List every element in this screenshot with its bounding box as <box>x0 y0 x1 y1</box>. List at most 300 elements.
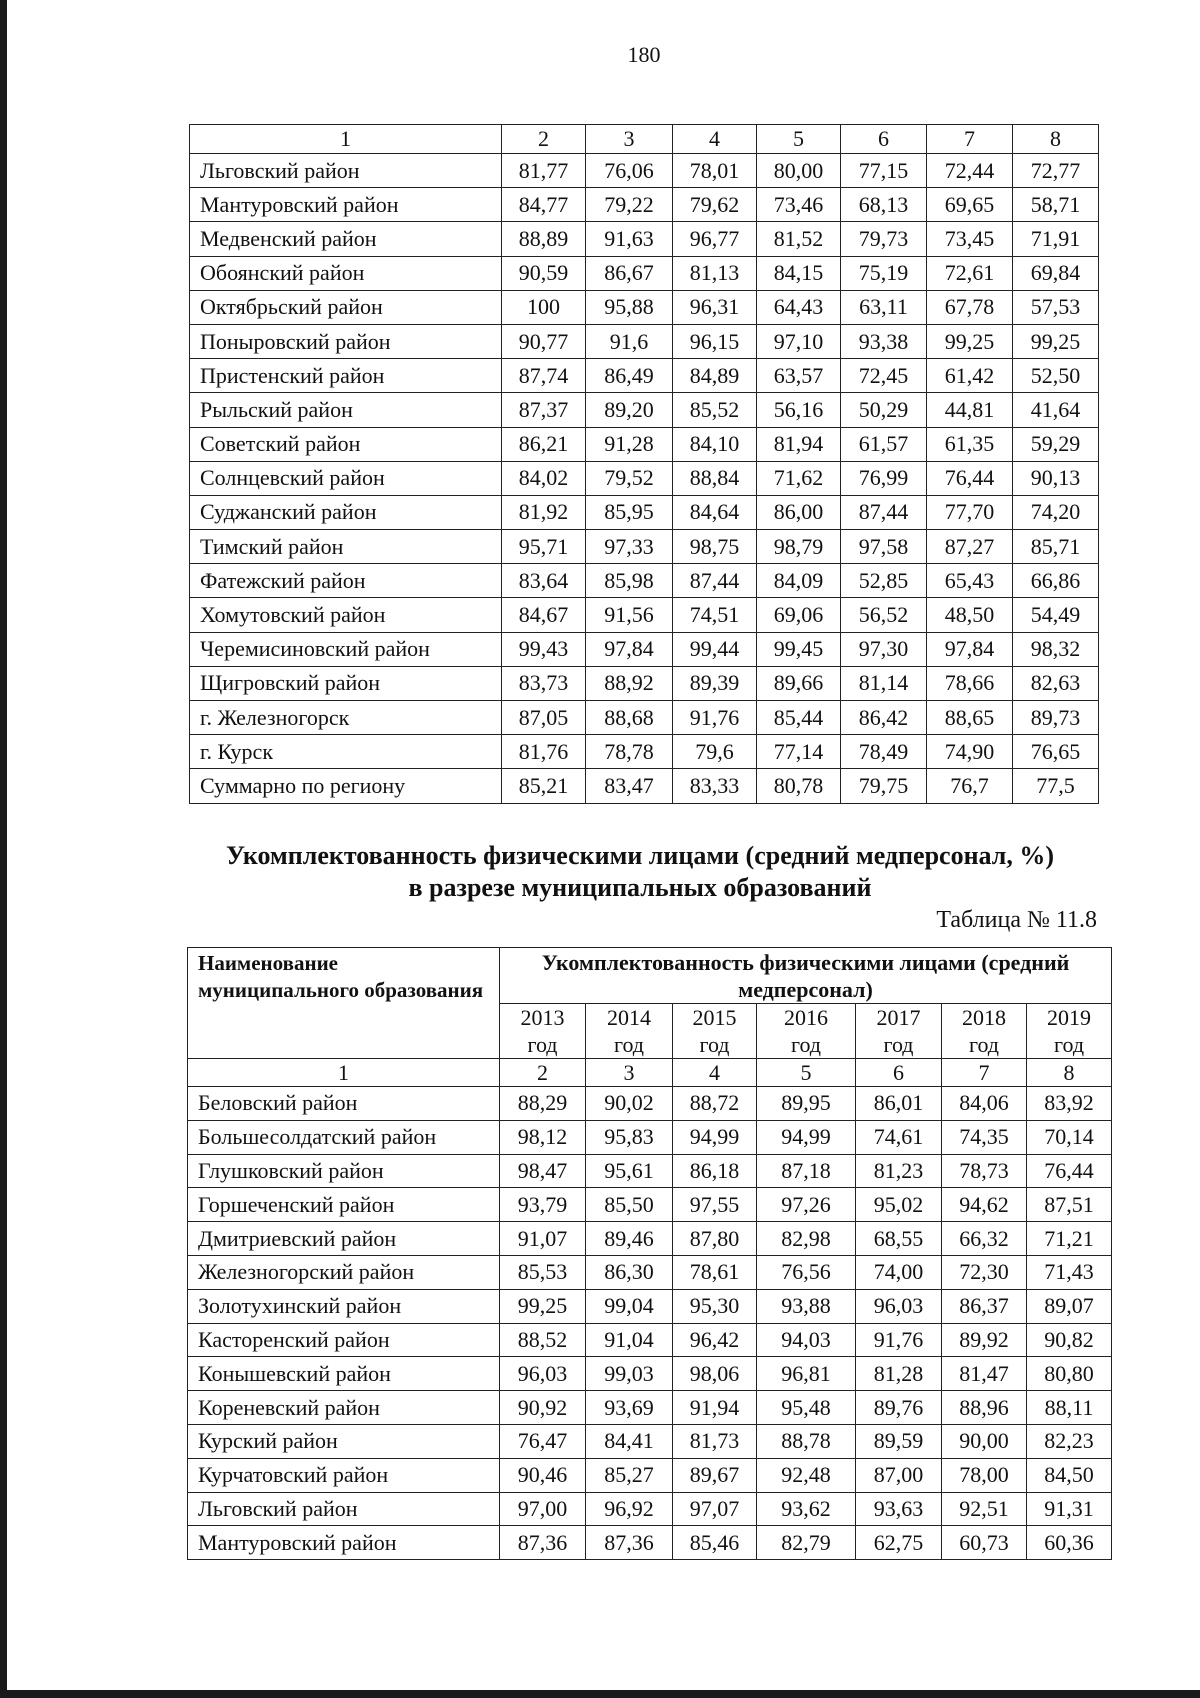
value-cell: 96,81 <box>757 1357 856 1391</box>
value-cell: 85,50 <box>586 1188 673 1222</box>
value-cell: 59,29 <box>1013 427 1099 461</box>
table-row <box>188 1424 1112 1458</box>
value-cell: 89,67 <box>673 1458 757 1492</box>
value-cell: 60,36 <box>1027 1526 1112 1560</box>
value-cell: 89,59 <box>856 1424 942 1458</box>
value-cell: 98,79 <box>757 530 841 564</box>
value-cell: 52,50 <box>1013 359 1099 393</box>
value-cell: 85,52 <box>673 393 757 427</box>
column-number: 8 <box>1027 1059 1112 1087</box>
value-cell: 85,53 <box>500 1255 586 1289</box>
value-cell: 76,06 <box>586 154 673 188</box>
table-row <box>188 1458 1112 1492</box>
value-cell: 89,46 <box>586 1222 673 1256</box>
value-cell: 87,80 <box>673 1222 757 1256</box>
value-cell: 79,6 <box>673 735 757 769</box>
table-row <box>188 1492 1112 1526</box>
scan-edge-left <box>0 0 7 1698</box>
value-cell: 83,73 <box>502 666 586 700</box>
value-cell: 71,91 <box>1013 222 1099 256</box>
region-name: Льговский район <box>190 154 502 188</box>
value-cell: 99,03 <box>586 1357 673 1391</box>
value-cell: 79,52 <box>586 461 673 495</box>
value-cell: 74,00 <box>856 1255 942 1289</box>
value-cell: 99,45 <box>757 632 841 666</box>
value-cell: 95,71 <box>502 530 586 564</box>
value-cell: 74,51 <box>673 598 757 632</box>
value-cell: 85,71 <box>1013 530 1099 564</box>
table-row <box>190 632 1099 666</box>
value-cell: 93,88 <box>757 1289 856 1323</box>
region-name: Черемисиновский район <box>190 632 502 666</box>
value-cell: 99,25 <box>500 1289 586 1323</box>
year-suffix: год <box>527 1032 558 1057</box>
value-cell: 84,41 <box>586 1424 673 1458</box>
value-cell: 81,76 <box>502 735 586 769</box>
value-cell: 81,47 <box>942 1357 1027 1391</box>
year-value: 2019 <box>1047 1005 1092 1030</box>
value-cell: 88,72 <box>673 1087 757 1121</box>
year-suffix: год <box>883 1032 914 1057</box>
column-number: 3 <box>586 125 673 154</box>
value-cell: 88,52 <box>500 1323 586 1357</box>
value-cell: 84,09 <box>757 564 841 598</box>
value-cell: 81,73 <box>673 1424 757 1458</box>
table-row <box>190 188 1099 222</box>
table-row <box>190 598 1099 632</box>
year-value: 2013 <box>520 1005 565 1030</box>
value-cell: 90,00 <box>942 1424 1027 1458</box>
value-cell: 89,20 <box>586 393 673 427</box>
value-cell: 99,04 <box>586 1289 673 1323</box>
region-name: Суджанский район <box>190 495 502 529</box>
value-cell: 76,99 <box>841 461 927 495</box>
value-cell: 78,61 <box>673 1255 757 1289</box>
value-cell: 96,31 <box>673 290 757 324</box>
table-row <box>190 359 1099 393</box>
value-cell: 61,57 <box>841 427 927 461</box>
value-cell: 72,45 <box>841 359 927 393</box>
value-cell: 61,42 <box>927 359 1013 393</box>
table-row <box>188 1323 1112 1357</box>
value-cell: 97,30 <box>841 632 927 666</box>
value-cell: 87,44 <box>841 495 927 529</box>
column-number: 5 <box>757 125 841 154</box>
column-number: 7 <box>942 1059 1027 1087</box>
value-cell: 89,66 <box>757 666 841 700</box>
value-cell: 85,27 <box>586 1458 673 1492</box>
value-cell: 54,49 <box>1013 598 1099 632</box>
region-name: Щигровский район <box>190 666 502 700</box>
year-header <box>586 1004 673 1059</box>
value-cell: 75,19 <box>841 256 927 290</box>
value-cell: 97,33 <box>586 530 673 564</box>
value-cell: 89,07 <box>1027 1289 1112 1323</box>
value-cell: 87,05 <box>502 701 586 735</box>
year-value: 2015 <box>692 1005 737 1030</box>
value-cell: 87,51 <box>1027 1188 1112 1222</box>
value-cell: 98,47 <box>500 1154 586 1188</box>
value-cell: 74,90 <box>927 735 1013 769</box>
value-cell: 87,36 <box>500 1526 586 1560</box>
value-cell: 85,46 <box>673 1526 757 1560</box>
value-cell: 88,92 <box>586 666 673 700</box>
value-cell: 88,84 <box>673 461 757 495</box>
region-name: г. Курск <box>190 735 502 769</box>
table-row <box>190 495 1099 529</box>
column-number: 4 <box>673 125 757 154</box>
value-cell: 97,00 <box>500 1492 586 1526</box>
region-name: Суммарно по региону <box>190 769 502 803</box>
value-cell: 91,56 <box>586 598 673 632</box>
value-cell: 69,84 <box>1013 256 1099 290</box>
table-row <box>190 324 1099 358</box>
table-row <box>188 1188 1112 1222</box>
value-cell: 83,33 <box>673 769 757 803</box>
value-cell: 90,59 <box>502 256 586 290</box>
page-number: 180 <box>627 42 661 67</box>
region-name: Беловский район <box>188 1087 500 1121</box>
value-cell: 81,23 <box>856 1154 942 1188</box>
value-cell: 88,89 <box>502 222 586 256</box>
region-name: Тимский район <box>190 530 502 564</box>
value-cell: 95,30 <box>673 1289 757 1323</box>
table-label: Таблица № 11.8 <box>936 907 1097 933</box>
value-cell: 69,06 <box>757 598 841 632</box>
value-cell: 99,25 <box>1013 324 1099 358</box>
table-row <box>190 256 1099 290</box>
table-row <box>190 461 1099 495</box>
table-row <box>190 222 1099 256</box>
value-cell: 84,67 <box>502 598 586 632</box>
value-cell: 63,57 <box>757 359 841 393</box>
value-cell: 78,00 <box>942 1458 1027 1492</box>
value-cell: 86,21 <box>502 427 586 461</box>
value-cell: 99,44 <box>673 632 757 666</box>
value-cell: 64,43 <box>757 290 841 324</box>
value-cell: 82,79 <box>757 1526 856 1560</box>
column-number: 6 <box>856 1059 942 1087</box>
value-cell: 65,43 <box>927 564 1013 598</box>
value-cell: 84,02 <box>502 461 586 495</box>
value-cell: 87,00 <box>856 1458 942 1492</box>
value-cell: 93,63 <box>856 1492 942 1526</box>
value-cell: 97,84 <box>586 632 673 666</box>
column-number: 1 <box>190 125 502 154</box>
value-cell: 84,50 <box>1027 1458 1112 1492</box>
value-cell: 90,02 <box>586 1087 673 1121</box>
value-cell: 77,14 <box>757 735 841 769</box>
year-suffix: год <box>699 1032 730 1057</box>
value-cell: 95,83 <box>586 1120 673 1154</box>
value-cell: 96,77 <box>673 222 757 256</box>
value-cell: 69,65 <box>927 188 1013 222</box>
value-cell: 89,92 <box>942 1323 1027 1357</box>
value-cell: 89,76 <box>856 1391 942 1425</box>
column-number: 4 <box>673 1059 757 1087</box>
value-cell: 97,84 <box>927 632 1013 666</box>
table-row <box>188 1120 1112 1154</box>
value-cell: 85,21 <box>502 769 586 803</box>
value-cell: 87,36 <box>586 1526 673 1560</box>
value-cell: 90,77 <box>502 324 586 358</box>
value-cell: 86,18 <box>673 1154 757 1188</box>
table-row <box>190 769 1099 803</box>
value-cell: 84,10 <box>673 427 757 461</box>
table-row <box>188 1289 1112 1323</box>
value-cell: 83,47 <box>586 769 673 803</box>
year-header <box>856 1004 942 1059</box>
column-number-row <box>190 125 1099 154</box>
table-row <box>190 530 1099 564</box>
column-number: 8 <box>1013 125 1099 154</box>
value-cell: 71,21 <box>1027 1222 1112 1256</box>
year-suffix: год <box>790 1032 822 1057</box>
value-cell: 96,03 <box>856 1289 942 1323</box>
value-cell: 76,44 <box>1027 1154 1112 1188</box>
value-cell: 88,11 <box>1027 1391 1112 1425</box>
value-cell: 78,01 <box>673 154 757 188</box>
group-column-header: Укомплектованность физическими лицами (средний медперсонал) <box>500 948 1112 1004</box>
value-cell: 88,96 <box>942 1391 1027 1425</box>
table-row <box>190 290 1099 324</box>
year-header <box>500 1004 586 1059</box>
value-cell: 89,95 <box>757 1087 856 1121</box>
value-cell: 48,50 <box>927 598 1013 632</box>
value-cell: 96,42 <box>673 1323 757 1357</box>
value-cell: 56,16 <box>757 393 841 427</box>
value-cell: 97,07 <box>673 1492 757 1526</box>
year-value: 2016 <box>784 1005 828 1030</box>
value-cell: 78,49 <box>841 735 927 769</box>
value-cell: 87,27 <box>927 530 1013 564</box>
value-cell: 77,70 <box>927 495 1013 529</box>
column-number: 2 <box>500 1059 586 1087</box>
value-cell: 91,07 <box>500 1222 586 1256</box>
value-cell: 86,42 <box>841 701 927 735</box>
year-header <box>757 1004 856 1059</box>
value-cell: 81,92 <box>502 495 586 529</box>
column-number: 7 <box>927 125 1013 154</box>
value-cell: 58,71 <box>1013 188 1099 222</box>
region-name: Горшеченский район <box>188 1188 500 1222</box>
value-cell: 94,03 <box>757 1323 856 1357</box>
region-name: Дмитриевский район <box>188 1222 500 1256</box>
table-row <box>190 154 1099 188</box>
value-cell: 91,76 <box>856 1323 942 1357</box>
value-cell: 66,32 <box>942 1222 1027 1256</box>
value-cell: 87,44 <box>673 564 757 598</box>
value-cell: 96,92 <box>586 1492 673 1526</box>
value-cell: 97,55 <box>673 1188 757 1222</box>
value-cell: 74,20 <box>1013 495 1099 529</box>
value-cell: 90,13 <box>1013 461 1099 495</box>
region-name: Железногорский район <box>188 1255 500 1289</box>
value-cell: 87,37 <box>502 393 586 427</box>
value-cell: 41,64 <box>1013 393 1099 427</box>
table-continued <box>189 124 1099 804</box>
value-cell: 91,63 <box>586 222 673 256</box>
value-cell: 88,65 <box>927 701 1013 735</box>
column-number-row <box>188 1059 1112 1087</box>
value-cell: 86,01 <box>856 1087 942 1121</box>
name-column-header: Наименование муниципального образования <box>188 948 500 1059</box>
value-cell: 88,29 <box>500 1087 586 1121</box>
value-cell: 93,38 <box>841 324 927 358</box>
value-cell: 92,48 <box>757 1458 856 1492</box>
table-row <box>188 1357 1112 1391</box>
region-name: Октябрьский район <box>190 290 502 324</box>
value-cell: 81,94 <box>757 427 841 461</box>
value-cell: 93,62 <box>757 1492 856 1526</box>
value-cell: 97,26 <box>757 1188 856 1222</box>
region-name: Солнцевский район <box>190 461 502 495</box>
value-cell: 89,73 <box>1013 701 1099 735</box>
value-cell: 78,73 <box>942 1154 1027 1188</box>
value-cell: 90,46 <box>500 1458 586 1492</box>
value-cell: 44,81 <box>927 393 1013 427</box>
value-cell: 91,31 <box>1027 1492 1112 1526</box>
value-cell: 76,65 <box>1013 735 1099 769</box>
value-cell: 86,49 <box>586 359 673 393</box>
value-cell: 60,73 <box>942 1526 1027 1560</box>
region-name: Поныровский район <box>190 324 502 358</box>
value-cell: 85,44 <box>757 701 841 735</box>
value-cell: 84,77 <box>502 188 586 222</box>
value-cell: 71,62 <box>757 461 841 495</box>
value-cell: 90,92 <box>500 1391 586 1425</box>
value-cell: 87,18 <box>757 1154 856 1188</box>
region-name: Фатежский район <box>190 564 502 598</box>
value-cell: 94,62 <box>942 1188 1027 1222</box>
year-suffix: год <box>968 1032 1000 1057</box>
region-name: Курский район <box>188 1424 500 1458</box>
value-cell: 95,48 <box>757 1391 856 1425</box>
value-cell: 77,15 <box>841 154 927 188</box>
table-row <box>190 735 1099 769</box>
region-name: Большесолдатский район <box>188 1120 500 1154</box>
value-cell: 84,89 <box>673 359 757 393</box>
region-name: Медвенский район <box>190 222 502 256</box>
value-cell: 96,15 <box>673 324 757 358</box>
value-cell: 84,06 <box>942 1087 1027 1121</box>
region-name: Льговский район <box>188 1492 500 1526</box>
value-cell: 74,61 <box>856 1120 942 1154</box>
value-cell: 76,44 <box>927 461 1013 495</box>
section-title-line1: Укомплектованность физическими лицами (средний медперсонал, %) <box>225 841 1055 870</box>
table-row <box>190 427 1099 461</box>
year-value: 2017 <box>876 1005 921 1030</box>
value-cell: 97,58 <box>841 530 927 564</box>
value-cell: 72,61 <box>927 256 1013 290</box>
table-row <box>188 1087 1112 1121</box>
region-name: Пристенский район <box>190 359 502 393</box>
value-cell: 76,56 <box>757 1255 856 1289</box>
value-cell: 98,06 <box>673 1357 757 1391</box>
region-name: Рыльский район <box>190 393 502 427</box>
value-cell: 86,30 <box>586 1255 673 1289</box>
value-cell: 93,69 <box>586 1391 673 1425</box>
region-name: Золотухинский район <box>188 1289 500 1323</box>
value-cell: 82,63 <box>1013 666 1099 700</box>
value-cell: 76,47 <box>500 1424 586 1458</box>
region-name: Хомутовский район <box>190 598 502 632</box>
value-cell: 86,00 <box>757 495 841 529</box>
region-name: Касторенский район <box>188 1323 500 1357</box>
table-staffing-nurses <box>187 947 1112 1560</box>
value-cell: 99,25 <box>927 324 1013 358</box>
scan-edge-bottom <box>0 1690 1200 1698</box>
value-cell: 68,13 <box>841 188 927 222</box>
value-cell: 79,22 <box>586 188 673 222</box>
value-cell: 50,29 <box>841 393 927 427</box>
region-name: Мантуровский район <box>190 188 502 222</box>
value-cell: 79,73 <box>841 222 927 256</box>
value-cell: 72,30 <box>942 1255 1027 1289</box>
value-cell: 98,12 <box>500 1120 586 1154</box>
value-cell: 88,68 <box>586 701 673 735</box>
value-cell: 95,02 <box>856 1188 942 1222</box>
value-cell: 68,55 <box>856 1222 942 1256</box>
column-number: 5 <box>757 1059 856 1087</box>
table-row <box>188 1222 1112 1256</box>
value-cell: 89,39 <box>673 666 757 700</box>
region-name: Конышевский район <box>188 1357 500 1391</box>
value-cell: 73,46 <box>757 188 841 222</box>
value-cell: 95,88 <box>586 290 673 324</box>
value-cell: 81,77 <box>502 154 586 188</box>
value-cell: 78,66 <box>927 666 1013 700</box>
region-name: г. Железногорск <box>190 701 502 735</box>
value-cell: 80,00 <box>757 154 841 188</box>
column-number: 2 <box>502 125 586 154</box>
value-cell: 83,92 <box>1027 1087 1112 1121</box>
value-cell: 91,76 <box>673 701 757 735</box>
table-row <box>188 1526 1112 1560</box>
value-cell: 79,62 <box>673 188 757 222</box>
region-name: Глушковский район <box>188 1154 500 1188</box>
value-cell: 81,14 <box>841 666 927 700</box>
value-cell: 74,35 <box>942 1120 1027 1154</box>
value-cell: 80,80 <box>1027 1357 1112 1391</box>
value-cell: 98,32 <box>1013 632 1099 666</box>
value-cell: 91,94 <box>673 1391 757 1425</box>
value-cell: 96,03 <box>500 1357 586 1391</box>
value-cell: 85,98 <box>586 564 673 598</box>
value-cell: 71,43 <box>1027 1255 1112 1289</box>
value-cell: 98,75 <box>673 530 757 564</box>
column-number: 3 <box>586 1059 673 1087</box>
table-row <box>190 393 1099 427</box>
year-suffix: год <box>613 1032 645 1057</box>
table-row <box>190 666 1099 700</box>
year-header <box>942 1004 1027 1059</box>
value-cell: 92,51 <box>942 1492 1027 1526</box>
value-cell: 76,7 <box>927 769 1013 803</box>
value-cell: 82,23 <box>1027 1424 1112 1458</box>
value-cell: 81,13 <box>673 256 757 290</box>
year-header <box>673 1004 757 1059</box>
value-cell: 91,28 <box>586 427 673 461</box>
value-cell: 63,11 <box>841 290 927 324</box>
value-cell: 95,61 <box>586 1154 673 1188</box>
value-cell: 83,64 <box>502 564 586 598</box>
region-name: Мантуровский район <box>188 1526 500 1560</box>
table-row <box>188 1391 1112 1425</box>
value-cell: 84,64 <box>673 495 757 529</box>
value-cell: 100 <box>502 290 586 324</box>
table-row <box>190 701 1099 735</box>
